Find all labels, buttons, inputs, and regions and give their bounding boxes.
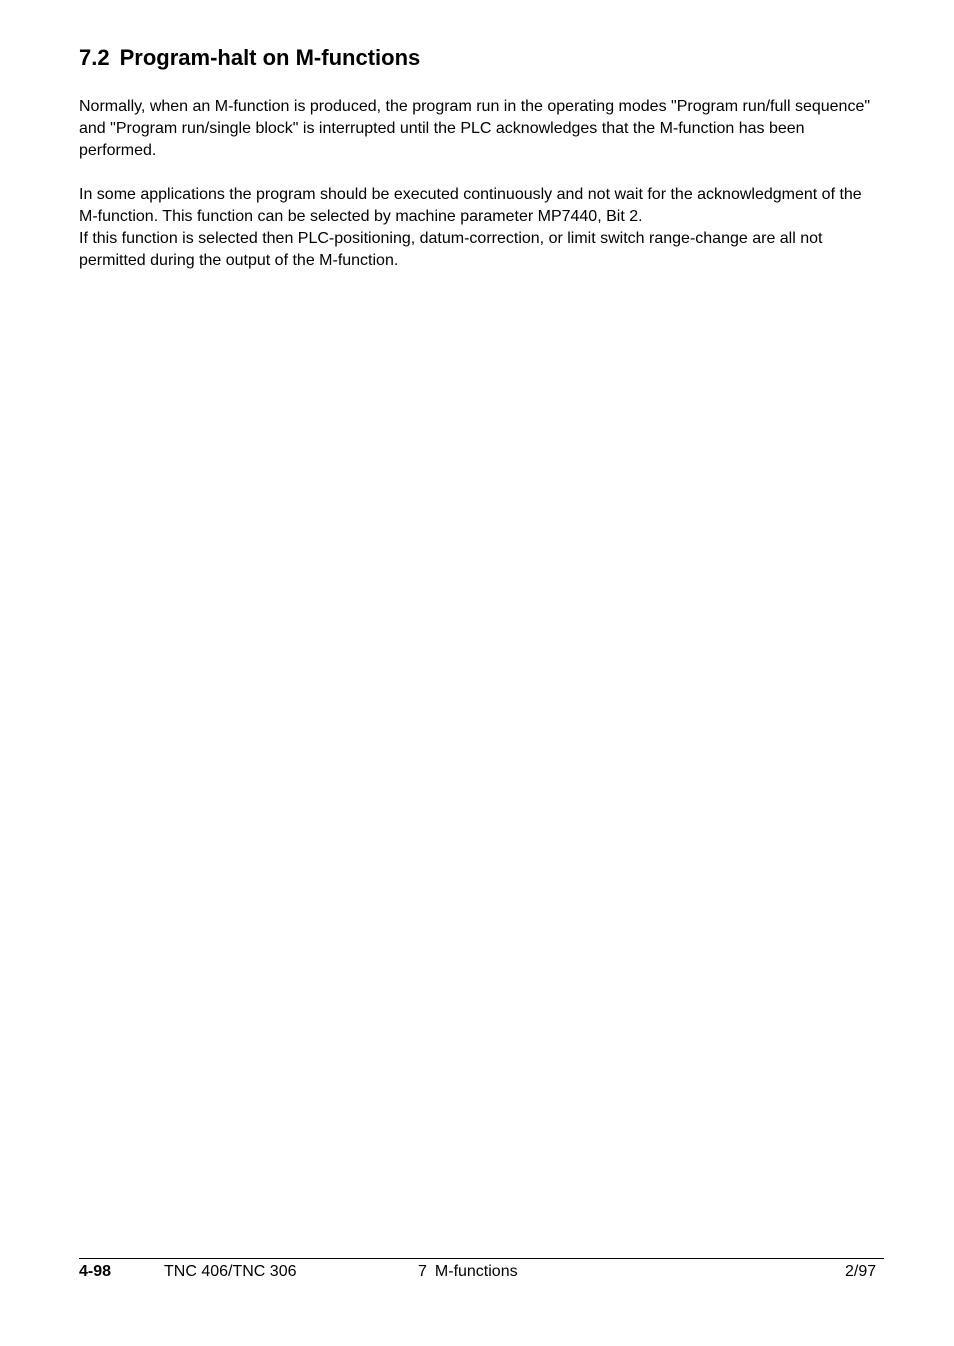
section-title: Program-halt on M-functions (119, 45, 421, 70)
footer-chapter-number: 7 (418, 1263, 427, 1280)
paragraph-restrictions: If this function is selected then PLC-positioning, datum-correction, or limit switch range-change are all not permitted during the output of the M-function. (79, 230, 823, 269)
footer-manual-title: TNC 406/TNC 306 (164, 1263, 297, 1280)
paragraph-normal-behavior: Normally, when an M-function is produced, the program run in the operating modes "Program run/full sequence" and "Program run/single block" is interrupted until the PLC acknowledges that the M-function has been performed. (79, 98, 871, 159)
footer-chapter-title: M-functions (434, 1263, 518, 1280)
section-heading (79, 44, 420, 72)
footer-date: 2/97 (845, 1263, 877, 1280)
footer-divider (79, 1258, 884, 1259)
section-number: 7.2 (79, 45, 110, 70)
footer-page-number: 4-98 (79, 1263, 112, 1280)
body-text (79, 96, 879, 272)
paragraph-continuous-execution: In some applications the program should be executed continuously and not wait for the acknowledgment of the M-function. This function can be selected by machine parameter MP7440, Bit 2. (79, 186, 862, 225)
footer-chapter (418, 1262, 518, 1282)
